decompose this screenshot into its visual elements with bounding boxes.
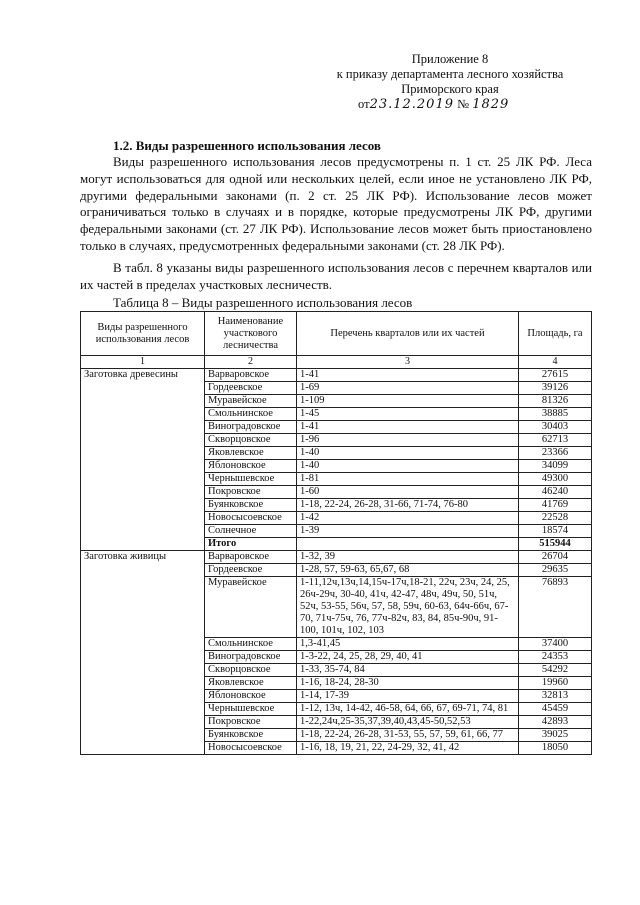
quarters-cell: 1-109 xyxy=(297,395,519,408)
quarters-cell: 1-41 xyxy=(297,369,519,382)
quarters-cell: 1-33, 35-74, 84 xyxy=(297,664,519,677)
handwritten-number: 1829 xyxy=(472,97,510,112)
paragraph-usage: Виды разрешенного использования лесов предусмотрены п. 1 ст. 25 ЛК РФ. Леса могут использоваться для одной или нескольких целей, если иное не установлено ЛК РФ, другими федеральными законами (п. 2 ст. 25 ЛК РФ). Использование лесов может ограничиваться только в случаях и в порядке, которые предусмотрены ЛК РФ, другими федеральными законами (ст. 27 ЛК РФ). Использование лесов может быть приостановлено только в случаях, предусмотренных федеральными законами (ст. 28 ЛК РФ). xyxy=(80,154,592,253)
section-heading: 1.2. Виды разрешенного использования лесов xyxy=(113,138,381,153)
quarters-cell: 1-81 xyxy=(297,473,519,486)
district-cell: Покровское xyxy=(205,716,297,729)
quarters-cell: 1-18, 22-24, 26-28, 31-53, 55, 57, 59, 61, 66, 77 xyxy=(297,729,519,742)
quarters-cell: 1-45 xyxy=(297,408,519,421)
area-cell: 39025 xyxy=(519,729,592,742)
district-cell: Виноградовское xyxy=(205,421,297,434)
use-type-cell: Заготовка живицы xyxy=(81,551,205,755)
area-cell: 41769 xyxy=(519,499,592,512)
quarters-cell: 1-14, 17-39 xyxy=(297,690,519,703)
district-cell: Виноградовское xyxy=(205,651,297,664)
total-label: Итого xyxy=(205,538,297,551)
district-cell: Чернышевское xyxy=(205,473,297,486)
district-cell: Покровское xyxy=(205,486,297,499)
col-header-quarters: Перечень кварталов или их частей xyxy=(297,312,519,356)
district-cell: Гордеевское xyxy=(205,564,297,577)
quarters-cell: 1-40 xyxy=(297,460,519,473)
total-quarters-cell xyxy=(297,538,519,551)
table-caption: Таблица 8 – Виды разрешенного использования лесов xyxy=(113,295,413,310)
quarters-cell: 1-16, 18, 19, 21, 22, 24-29, 32, 41, 42 xyxy=(297,742,519,755)
appendix-order-ref: к приказу департамента лесного хозяйства xyxy=(336,67,564,81)
quarters-cell: 1-42 xyxy=(297,512,519,525)
table-row xyxy=(81,551,592,564)
col-index-3: 3 xyxy=(297,356,519,369)
district-cell: Яблоновское xyxy=(205,460,297,473)
quarters-cell: 1-40 xyxy=(297,447,519,460)
quarters-cell: 1-16, 18-24, 28-30 xyxy=(297,677,519,690)
quarters-cell: 1-96 xyxy=(297,434,519,447)
area-cell: 22528 xyxy=(519,512,592,525)
area-cell: 26704 xyxy=(519,551,592,564)
area-cell: 54292 xyxy=(519,664,592,677)
forest-use-table xyxy=(80,311,592,755)
district-cell: Чернышевское xyxy=(205,703,297,716)
total-value: 515944 xyxy=(519,538,592,551)
col-header-district: Наименование участкового лесничества xyxy=(205,312,297,356)
district-cell: Скворцовское xyxy=(205,434,297,447)
col-header-use-type: Виды разрешенного использования лесов xyxy=(81,312,205,356)
area-cell: 45459 xyxy=(519,703,592,716)
quarters-cell: 1-18, 22-24, 26-28, 31-66, 71-74, 76-80 xyxy=(297,499,519,512)
district-cell: Солнечное xyxy=(205,525,297,538)
quarters-cell: 1-3-22, 24, 25, 28, 29, 40, 41 xyxy=(297,651,519,664)
number-prefix: № xyxy=(457,97,470,111)
area-cell: 30403 xyxy=(519,421,592,434)
quarters-cell: 1-60 xyxy=(297,486,519,499)
area-cell: 76893 xyxy=(519,577,592,638)
district-cell: Буянковское xyxy=(205,499,297,512)
district-cell: Муравейское xyxy=(205,577,297,638)
appendix-region: Приморского края xyxy=(401,82,499,96)
district-cell: Смольнинское xyxy=(205,408,297,421)
area-cell: 29635 xyxy=(519,564,592,577)
quarters-cell: 1-12, 13ч, 14-42, 46-58, 64, 66, 67, 69-71, 74, 81 xyxy=(297,703,519,716)
district-cell: Варваровское xyxy=(205,551,297,564)
col-index-4: 4 xyxy=(519,356,592,369)
district-cell: Смольнинское xyxy=(205,638,297,651)
area-cell: 23366 xyxy=(519,447,592,460)
area-cell: 62713 xyxy=(519,434,592,447)
appendix-header xyxy=(300,52,600,112)
table-row xyxy=(81,369,592,382)
quarters-cell: 1,3-41,45 xyxy=(297,638,519,651)
district-cell: Новосысоевское xyxy=(205,512,297,525)
area-cell: 34099 xyxy=(519,460,592,473)
handwritten-date: 23.12.2019 xyxy=(369,97,454,112)
appendix-title: Приложение 8 xyxy=(411,52,489,66)
district-cell: Варваровское xyxy=(205,369,297,382)
district-cell: Буянковское xyxy=(205,729,297,742)
district-cell: Яковлевское xyxy=(205,447,297,460)
area-cell: 27615 xyxy=(519,369,592,382)
area-cell: 19960 xyxy=(519,677,592,690)
appendix-date-line xyxy=(300,97,600,112)
area-cell: 18050 xyxy=(519,742,592,755)
area-cell: 18574 xyxy=(519,525,592,538)
use-type-cell: Заготовка древесины xyxy=(81,369,205,551)
district-cell: Скворцовское xyxy=(205,664,297,677)
col-index-1: 1 xyxy=(81,356,205,369)
district-cell: Яковлевское xyxy=(205,677,297,690)
col-header-area: Площадь, га xyxy=(519,312,592,356)
area-cell: 81326 xyxy=(519,395,592,408)
area-cell: 39126 xyxy=(519,382,592,395)
date-prefix: от xyxy=(358,97,370,111)
paragraph-table-intro: В табл. 8 указаны виды разрешенного использования лесов с перечнем кварталов или их частей в пределах участковых лесничеств. xyxy=(80,260,592,292)
quarters-cell: 1-22,24ч,25-35,37,39,40,43,45-50,52,53 xyxy=(297,716,519,729)
area-cell: 24353 xyxy=(519,651,592,664)
quarters-cell: 1-69 xyxy=(297,382,519,395)
quarters-cell: 1-41 xyxy=(297,421,519,434)
area-cell: 38885 xyxy=(519,408,592,421)
quarters-cell: 1-11,12ч,13ч,14,15ч-17ч,18-21, 22ч, 23ч, 24, 25, 26ч-29ч, 30-40, 41ч, 42-47, 48ч, 49ч, 50, 51ч, 52ч, 53-55, 56ч, 57, 58, 59ч, 60-63, 64ч-66ч, 67-70, 71ч-75ч, 76, 77ч-82ч, 83, 84, 85ч-90ч, 91-100, 101ч, 102, 103 xyxy=(297,577,519,638)
quarters-cell: 1-39 xyxy=(297,525,519,538)
col-index-2: 2 xyxy=(205,356,297,369)
district-cell: Яблоновское xyxy=(205,690,297,703)
table-body xyxy=(81,369,592,755)
district-cell: Муравейское xyxy=(205,395,297,408)
quarters-cell: 1-32, 39 xyxy=(297,551,519,564)
district-cell: Новосысоевское xyxy=(205,742,297,755)
area-cell: 49300 xyxy=(519,473,592,486)
district-cell: Гордеевское xyxy=(205,382,297,395)
area-cell: 32813 xyxy=(519,690,592,703)
quarters-cell: 1-28, 57, 59-63, 65,67, 68 xyxy=(297,564,519,577)
area-cell: 46240 xyxy=(519,486,592,499)
area-cell: 37400 xyxy=(519,638,592,651)
area-cell: 42893 xyxy=(519,716,592,729)
